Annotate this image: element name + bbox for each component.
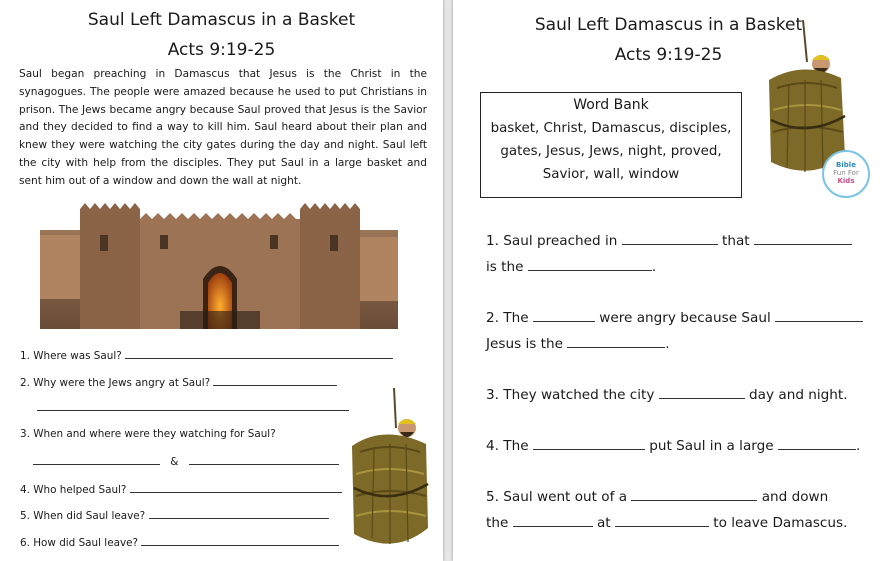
sentence-5-part-c: the xyxy=(486,515,509,531)
answer-line-4[interactable] xyxy=(130,482,342,493)
logo-line-3: Kids xyxy=(837,177,855,185)
blank-sentence-3 xyxy=(486,387,848,403)
sentence-1-part-c: is the xyxy=(486,259,524,275)
sentence-1-period: . xyxy=(651,259,657,275)
answer-line-5[interactable] xyxy=(149,508,329,519)
sentence-4-part-b: put Saul in a large xyxy=(649,438,774,454)
question-4 xyxy=(20,482,342,496)
sentence-5-part-e: to leave Damascus. xyxy=(713,515,848,531)
left-page-title: Saul Left Damascus in a Basket xyxy=(87,10,356,30)
blank-sentence-1a xyxy=(486,233,852,249)
logo-line-1: Bible xyxy=(836,161,856,169)
damascus-gate-image xyxy=(40,195,398,329)
sentence-2-part-a: 2. The xyxy=(486,310,529,326)
blank-4b[interactable] xyxy=(778,439,856,450)
question-4-text: 4. Who helped Saul? xyxy=(20,484,127,496)
answer-line-6[interactable] xyxy=(141,535,339,546)
blank-sentence-2b xyxy=(486,336,670,352)
right-page-title: Saul Left Damascus in a Basket xyxy=(534,15,803,35)
blank-2c[interactable] xyxy=(567,337,665,348)
blank-2b[interactable] xyxy=(775,311,863,322)
blank-3[interactable] xyxy=(659,388,745,399)
word-bank-line-2: gates, Jesus, Jews, night, proved, xyxy=(500,144,722,159)
blank-4a[interactable] xyxy=(533,439,645,450)
sentence-1-part-b: that xyxy=(722,233,750,249)
blank-sentence-4 xyxy=(486,438,860,454)
blank-sentence-5a xyxy=(486,489,828,505)
ampersand: & xyxy=(170,456,179,468)
sentence-4-period: . xyxy=(855,438,861,454)
question-2 xyxy=(20,375,337,389)
blank-sentence-2a xyxy=(486,310,863,326)
word-bank-line-3: Savior, wall, window xyxy=(542,167,680,182)
sentence-5-part-a: 5. Saul went out of a xyxy=(486,489,628,505)
blank-5a[interactable] xyxy=(631,490,757,501)
word-bank-box xyxy=(480,92,742,198)
answer-line-3a[interactable] xyxy=(33,454,160,465)
sentence-4-part-a: 4. The xyxy=(486,438,529,454)
sentence-5-part-b: and down xyxy=(761,489,829,505)
answer-line-2a[interactable] xyxy=(213,375,337,386)
sentence-5-part-d: at xyxy=(596,515,611,531)
logo-line-2: Fun For xyxy=(833,169,859,177)
sentence-2-period: . xyxy=(665,336,670,352)
sentence-3-part-a: 3. They watched the city xyxy=(486,387,655,403)
word-bank-title: Word Bank xyxy=(573,97,649,113)
question-2-continued xyxy=(37,400,349,414)
saul-in-basket-image xyxy=(334,388,434,556)
question-3-text: 3. When and where were they watching for Saul? xyxy=(20,428,276,440)
right-page-reference: Acts 9:19-25 xyxy=(614,45,723,65)
blank-5c[interactable] xyxy=(615,516,709,527)
question-5 xyxy=(20,508,329,522)
question-2-text: 2. Why were the Jews angry at Saul? xyxy=(20,377,211,389)
sentence-2-part-c: Jesus is the xyxy=(486,336,563,352)
sentence-2-part-b: were angry because Saul xyxy=(599,310,771,326)
blank-sentence-1b xyxy=(486,259,656,275)
story-paragraph: Saul began preaching in Damascus that Jesus is the Christ in the synagogues. The people were amazed because he used to put Christians in prison. The Jews became angry because Saul proved that Jesus is the Savior and they decided to find a way to kill him. Saul heard about their plan and knew they were watching the city gates during the day and night. Saul left the city with help from the disciples. They put Saul in a large basket and sent him out of a window and down the wall at night. xyxy=(19,68,427,187)
word-bank-line-1: basket, Christ, Damascus, disciples, xyxy=(490,121,732,136)
blank-1b[interactable] xyxy=(754,234,852,245)
left-page-reference: Acts 9:19-25 xyxy=(167,40,276,60)
question-3 xyxy=(20,428,276,440)
question-1-text: 1. Where was Saul? xyxy=(20,350,122,362)
answer-line-3b[interactable] xyxy=(189,454,339,465)
sentence-1-part-a: 1. Saul preached in xyxy=(486,233,618,249)
right-worksheet-page xyxy=(453,0,884,561)
blank-1a[interactable] xyxy=(622,234,718,245)
question-3-answers xyxy=(33,454,339,468)
bible-fun-for-kids-logo xyxy=(822,150,870,198)
sentence-3-part-b: day and night. xyxy=(749,387,848,403)
blank-2a[interactable] xyxy=(533,311,595,322)
question-1 xyxy=(20,348,393,362)
question-6-text: 6. How did Saul leave? xyxy=(20,537,139,549)
blank-5b[interactable] xyxy=(513,516,593,527)
blank-1c[interactable] xyxy=(528,260,652,271)
answer-line-1[interactable] xyxy=(125,348,393,359)
question-5-text: 5. When did Saul leave? xyxy=(20,510,146,522)
answer-line-2b[interactable] xyxy=(37,400,349,411)
question-6 xyxy=(20,535,339,549)
blank-sentence-5b xyxy=(486,515,847,531)
